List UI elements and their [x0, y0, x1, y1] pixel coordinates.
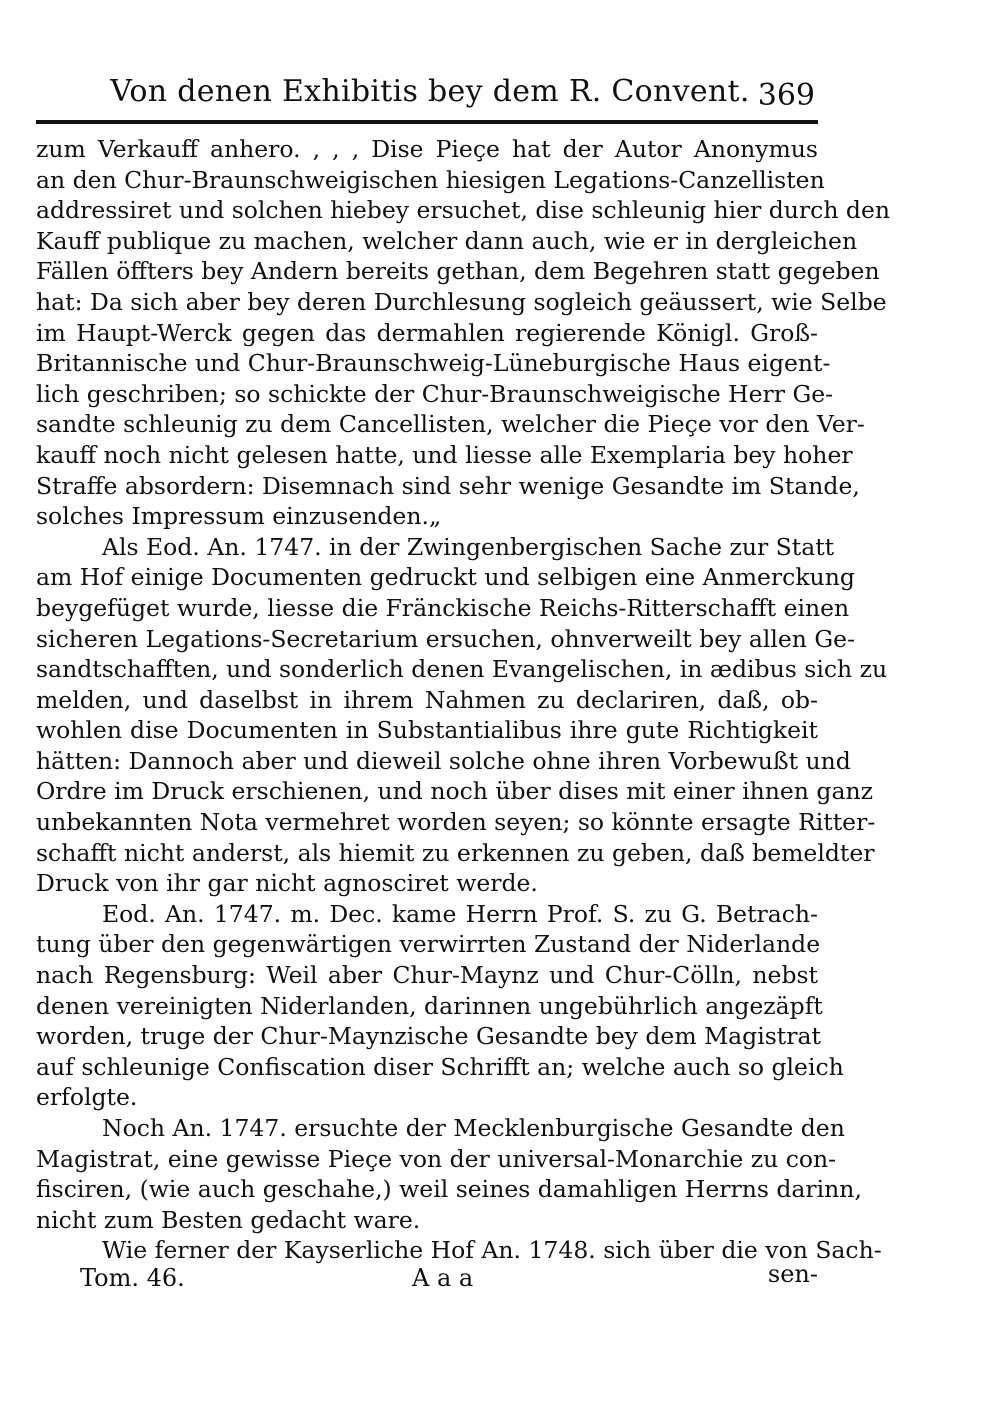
text-line: kauff noch nicht gelesen hatte, und liesse alle Exemplaria bey hoher [36, 440, 853, 469]
text-line: Britannische und Chur-Braunschweig-Lüneburgische Haus eigent- [36, 349, 831, 378]
text-line: beygefüget wurde, liesse die Fränckische Reichs-Ritterschafft einen [36, 593, 850, 622]
text-line: sandte schleunig zu dem Cancellisten, welcher die Pieçe vor den Ver- [36, 410, 865, 439]
text-line: Fällen öffters bey Andern bereits gethan, dem Begehren statt gegeben [36, 257, 880, 286]
paragraph [36, 899, 844, 1113]
page-number: 369 [757, 78, 815, 113]
text-line: zum Verkauff anhero. , , , Dise Pieçe hat der Autor Anonymus [36, 135, 818, 163]
text-line: nicht zum Besten gedacht ware. [36, 1205, 421, 1234]
running-title: Von denen Exhibitis bey dem R. Convent. [110, 74, 750, 109]
paragraph [36, 1235, 882, 1266]
paragraph [36, 1113, 862, 1235]
text-line: hätten: Dannoch aber und dieweil solche ohne ihren Vorbewußt und [36, 746, 851, 775]
text-line: Wie ferner der Kayserliche Hof An. 1748. sich über die von Sach- [102, 1236, 882, 1265]
text-line: tung über den gegenwärtigen verwirrten Zustand der Niderlande [36, 930, 821, 959]
text-line: schafft nicht anderst, als hiemit zu erkennen zu geben, daß bemeldter [36, 838, 875, 867]
text-line: Als Eod. An. 1747. in der Zwingenbergischen Sache zur Statt [102, 532, 835, 561]
text-line: Eod. An. 1747. m. Dec. kame Herrn Prof. S. zu G. Betrach- [102, 899, 818, 928]
text-line: hat: Da sich aber bey deren Durchlesung sogleich geäussert, wie Selbe [36, 287, 887, 316]
text-line: am Hof einige Documenten gedruckt und selbigen eine Anmerckung [36, 563, 855, 592]
volume-signature: Tom. 46. [80, 1264, 185, 1292]
catchword: sen- [767, 1260, 818, 1288]
paragraph [36, 532, 888, 899]
text-line: fisciren, (wie auch geschahe,) weil seines damahligen Herrns darinn, [36, 1175, 862, 1204]
page-footer [36, 1260, 818, 1296]
text-line: erfolgte. [36, 1083, 138, 1112]
text-line: addressiret und solchen hiebey ersuchet, dise schleunig hier durch den [36, 196, 891, 225]
text-line: unbekannten Nota vermehret worden seyen; so könnte ersagte Ritter- [36, 808, 876, 837]
text-line: im Haupt-Werck gegen das dermahlen regierende Königl. Groß- [36, 318, 818, 347]
text-line: Straffe absordern: Disemnach sind sehr wenige Gesandte im Stande, [36, 471, 860, 500]
text-line: an den Chur-Braunschweigischen hiesigen Legations-Canzellisten [36, 165, 825, 194]
text-line: Magistrat, eine gewisse Pieçe von der universal-Monarchie zu con- [36, 1144, 837, 1173]
header-rule [36, 120, 818, 124]
text-line: Kauff publique zu machen, welcher dann auch, wie er in dergleichen [36, 226, 858, 255]
text-line: auf schleunige Confiscation diser Schrifft an; welche auch so gleich [36, 1052, 844, 1081]
text-line: wohlen dise Documenten in Substantialibus ihre gute Richtigkeit [36, 716, 818, 745]
text-line: Druck von ihr gar nicht agnosciret werde. [36, 869, 538, 898]
text-line: Noch An. 1747. ersuchte der Mecklenburgische Gesandte den [102, 1114, 845, 1142]
sheet-signature-mark: A a a [412, 1264, 474, 1292]
page-body [36, 134, 891, 1266]
text-line: solches Impressum einzusenden.„ [36, 502, 442, 531]
text-line: sicheren Legations-Secretarium ersuchen, ohnverweilt bey allen Ge- [36, 624, 856, 653]
text-line: lich geschriben; so schickte der Chur-Braunschweigische Herr Ge- [36, 379, 834, 408]
paragraph [36, 134, 891, 532]
text-line: melden, und daselbst in ihrem Nahmen zu declariren, daß, ob- [36, 685, 818, 714]
text-line: Ordre im Druck erschienen, und noch über dises mit einer ihnen ganz [36, 777, 873, 806]
text-line: nach Regensburg: Weil aber Chur-Maynz und Chur-Cölln, nebst [36, 961, 818, 990]
text-line: sandtschafften, und sonderlich denen Evangelischen, in ædibus sich zu [36, 655, 888, 684]
text-line: denen vereinigten Niderlanden, darinnen ungebührlich angezäpft [36, 991, 823, 1020]
text-line: worden, truge der Chur-Maynzische Gesandte bey dem Magistrat [36, 1022, 821, 1051]
